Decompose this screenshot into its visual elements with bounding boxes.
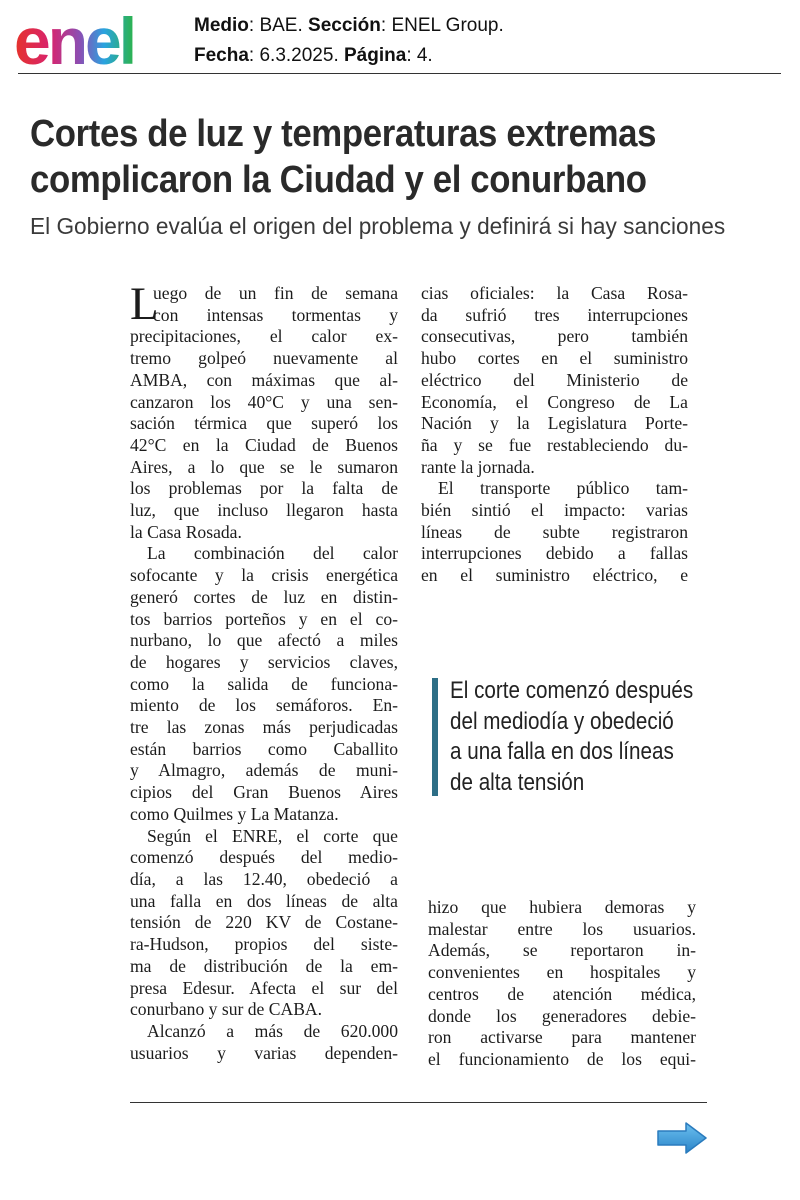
pullquote-line: a una falla en dos líneas bbox=[450, 738, 674, 765]
text-line: uego de un fin de semana bbox=[153, 283, 398, 303]
footer-divider bbox=[130, 1102, 707, 1103]
pullquote-bar bbox=[432, 678, 438, 796]
text-line: de hogares y servicios claves, bbox=[130, 651, 398, 672]
text-line: 42°C en la Ciudad de Buenos bbox=[130, 434, 398, 455]
text-line: cias oficiales: la Casa Rosa- bbox=[421, 283, 688, 303]
text-line: luz, que incluso llegaron hasta bbox=[130, 500, 398, 521]
text-line: tremo golpeó nuevamente al bbox=[130, 348, 398, 369]
text-line: tos barrios porteños y en el co- bbox=[130, 608, 398, 629]
fecha-label: Fecha bbox=[194, 45, 249, 66]
text-line: El transporte público tam- bbox=[438, 478, 688, 499]
text-line: están barrios como Caballito bbox=[130, 738, 398, 759]
text-line: usuarios y varias dependen- bbox=[130, 1042, 398, 1063]
text-line: La combinación del calor bbox=[147, 543, 398, 564]
text-line: Nación y la Legislatura Porte- bbox=[421, 413, 688, 434]
text-line: día, a las 12.40, obedeció a bbox=[130, 868, 398, 889]
meta-fecha-pagina bbox=[194, 45, 433, 67]
subheadline: El Gobierno evalúa el origen del problema y definirá si hay sanciones bbox=[30, 213, 726, 239]
article-column-right-bottom bbox=[428, 897, 696, 1071]
text-line: cipios del Gran Buenos Aires bbox=[130, 782, 398, 803]
fecha-value: : 6.3.2025. bbox=[248, 45, 344, 66]
header-divider bbox=[18, 73, 781, 74]
text-line: precipitaciones, el calor ex- bbox=[130, 326, 398, 347]
text-line: como Quilmes y La Matanza. bbox=[130, 803, 339, 824]
text-line: nurbano, lo que afectó a miles bbox=[130, 630, 398, 651]
headline-line-2: complicaron la Ciudad y el conurbano bbox=[30, 159, 647, 201]
medio-value: : BAE. bbox=[248, 15, 309, 36]
text-line: Economía, el Congreso de La bbox=[421, 391, 688, 412]
pullquote-line: El corte comenzó después bbox=[450, 677, 694, 704]
enel-logo bbox=[14, 8, 174, 70]
text-line: da sufrió tres interrupciones bbox=[421, 304, 688, 325]
text-line: líneas de subte registraron bbox=[421, 521, 688, 542]
text-line: eléctrico del Ministerio de bbox=[421, 369, 688, 390]
text-line: donde los generadores debie- bbox=[428, 1005, 696, 1026]
text-line: miento de los semáforos. En- bbox=[130, 695, 398, 716]
text-line: el funcionamiento de los equi- bbox=[428, 1048, 696, 1069]
text-line: AMBA, con máximas que al- bbox=[130, 369, 398, 390]
text-line: los problemas por la falta de bbox=[130, 478, 398, 499]
article-column-left bbox=[130, 278, 398, 1064]
meta-medio-seccion bbox=[194, 15, 504, 37]
text-line: interrupciones debido a fallas bbox=[421, 543, 688, 564]
text-line: rante la jornada. bbox=[421, 456, 535, 477]
text-line: presa Edesur. Afecta el sur del bbox=[130, 977, 398, 998]
seccion-label: Sección bbox=[308, 15, 381, 36]
pagina-label: Página bbox=[344, 45, 407, 66]
text-line: como la salida de funciona- bbox=[130, 673, 398, 694]
text-line: centros de atención médica, bbox=[428, 983, 696, 1004]
pullquote-line: del mediodía y obedeció bbox=[450, 707, 674, 735]
text-line: generó cortes de luz en distin- bbox=[130, 586, 398, 607]
text-line: consecutivas, pero también bbox=[421, 326, 688, 347]
text-line: hizo que hubiera demoras y bbox=[428, 897, 696, 917]
text-line: conurbano y sur de CABA. bbox=[130, 999, 323, 1020]
text-line: comenzó después del medio- bbox=[130, 847, 398, 868]
pagina-value: : 4. bbox=[406, 45, 433, 66]
text-line: hubo cortes en el suministro bbox=[421, 348, 688, 369]
text-line: sación térmica que superó los bbox=[130, 413, 398, 434]
text-line: ña y se fue restableciendo du- bbox=[421, 434, 688, 455]
text-line: sofocante y la crisis energética bbox=[130, 565, 398, 586]
logo-wordmark: enel bbox=[14, 8, 135, 70]
text-line: Según el ENRE, el corte que bbox=[147, 825, 398, 846]
text-line: en el suministro eléctrico, e bbox=[421, 565, 688, 586]
text-line: convenientes en hospitales y bbox=[428, 962, 696, 983]
pullquote bbox=[450, 676, 708, 798]
text-line: ron activarse para mantener bbox=[428, 1027, 696, 1048]
seccion-value: : ENEL Group. bbox=[380, 15, 504, 36]
text-line: y Almagro, además de muni- bbox=[130, 760, 398, 781]
text-line: una falla en dos líneas de alta bbox=[130, 890, 398, 911]
text-line: tre las zonas más perjudicadas bbox=[130, 717, 398, 738]
text-line: ma de distribución de la em- bbox=[130, 955, 398, 976]
pullquote-line: de alta tensión bbox=[450, 768, 585, 796]
text-line: ra-Hudson, propios del siste- bbox=[130, 934, 398, 955]
text-line: Además, se reportaron in- bbox=[428, 940, 696, 961]
text-line: la Casa Rosada. bbox=[130, 521, 242, 542]
text-line: Alcanzó a más de 620.000 bbox=[147, 1020, 398, 1041]
text-line: canzaron los 40°C y una sen- bbox=[130, 391, 398, 412]
article-column-right-top bbox=[421, 283, 688, 587]
text-line: Aires, a lo que se le sumaron bbox=[130, 456, 398, 477]
right-arrow-icon[interactable] bbox=[656, 1120, 708, 1156]
text-line: bién sintió el impacto: varias bbox=[421, 500, 688, 521]
headline-line-1: Cortes de luz y temperaturas extremas bbox=[30, 113, 657, 155]
text-line: con intensas tormentas y bbox=[153, 304, 398, 325]
medio-label: Medio bbox=[194, 15, 249, 36]
dropcap: L bbox=[130, 278, 159, 330]
text-line: malestar entre los usuarios. bbox=[428, 918, 696, 939]
text-line: tensión de 220 KV de Costane- bbox=[130, 912, 398, 933]
